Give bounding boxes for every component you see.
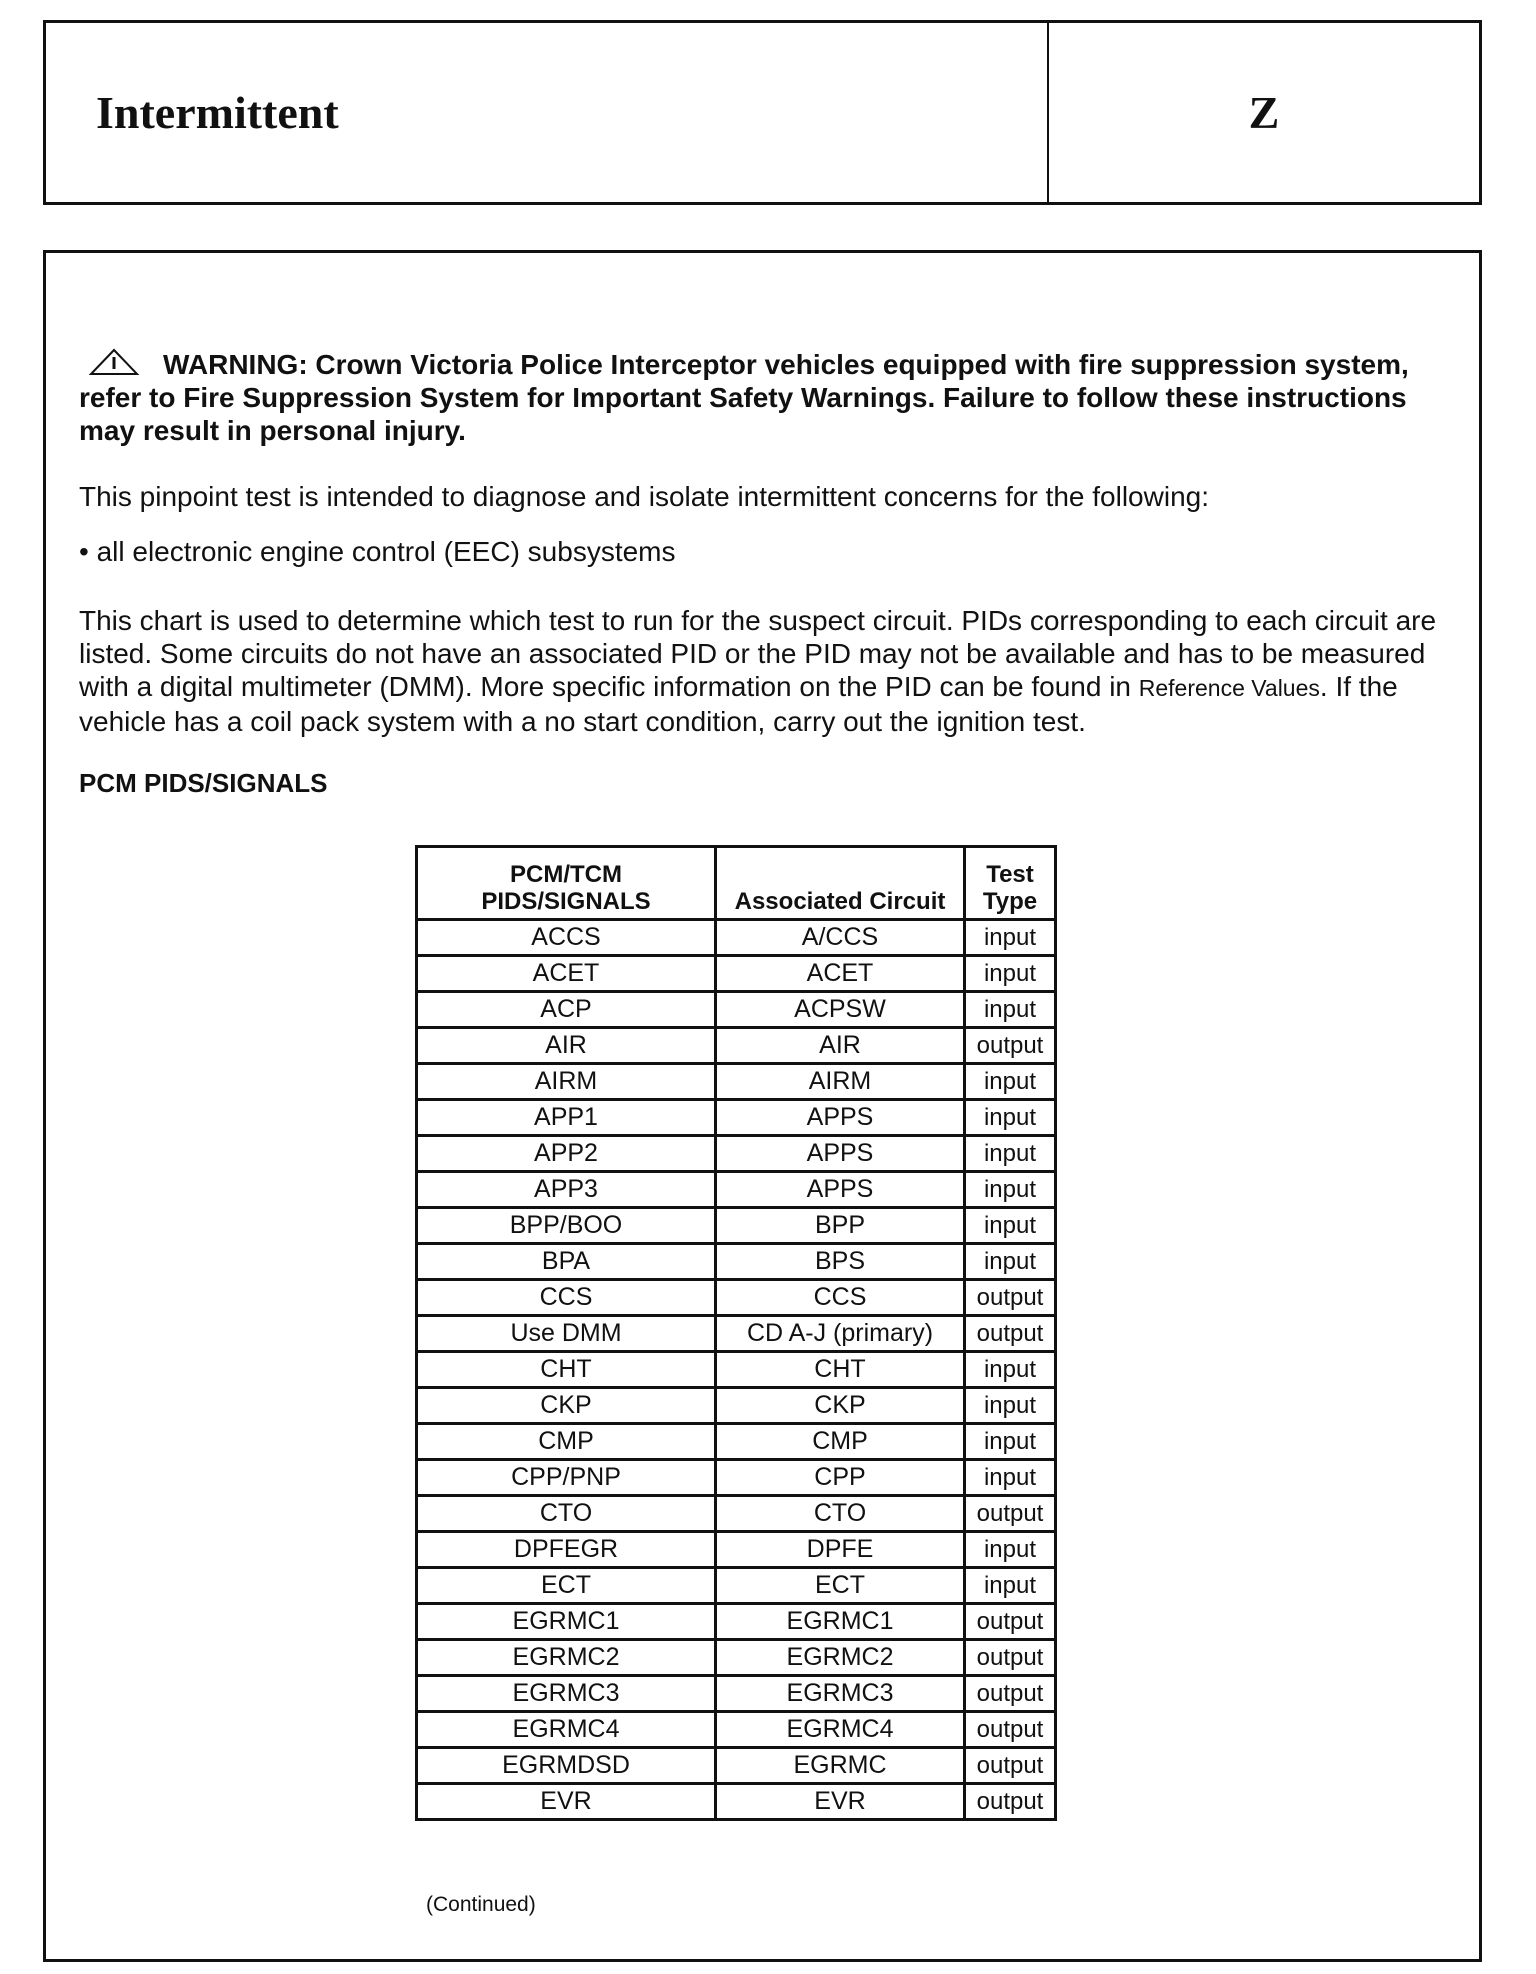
table-row <box>417 1712 1056 1748</box>
chart-description-text-end: . If the vehicle has a coil pack system with a no start condition, carry out the ignition test. <box>79 671 1398 737</box>
test-type-cell: input <box>965 1388 1056 1424</box>
circuit-cell: DPFE <box>716 1532 965 1568</box>
circuit-cell: EGRMC1 <box>716 1604 965 1640</box>
test-type-cell: input <box>965 992 1056 1028</box>
circuit-cell: EGRMC3 <box>716 1676 965 1712</box>
pid-cell: CPP/PNP <box>417 1460 716 1496</box>
pid-cell: DPFEGR <box>417 1532 716 1568</box>
table-row <box>417 1784 1056 1820</box>
warning-text: WARNING: Crown Victoria Police Interceptor vehicles equipped with fire suppression system, refer to Fire Suppression System for Important Safety Warnings. Failure to follow these instructions may result in personal injury. <box>79 349 1409 446</box>
pid-cell: CTO <box>417 1496 716 1532</box>
test-type-cell: input <box>965 1460 1056 1496</box>
table-row <box>417 1532 1056 1568</box>
test-type-cell: input <box>965 1100 1056 1136</box>
pid-cell: BPA <box>417 1244 716 1280</box>
page-title: Intermittent <box>46 23 1049 202</box>
pid-cell: ACCS <box>417 920 716 956</box>
table-body <box>417 920 1056 1820</box>
circuit-cell: EGRMC <box>716 1748 965 1784</box>
pid-cell: CMP <box>417 1424 716 1460</box>
table-row <box>417 1388 1056 1424</box>
test-type-cell: output <box>965 1028 1056 1064</box>
test-type-cell: input <box>965 1064 1056 1100</box>
test-type-cell: input <box>965 1244 1056 1280</box>
column-header-circuit: Associated Circuit <box>716 847 965 920</box>
column-header-pids: PCM/TCM PIDS/SIGNALS <box>417 847 716 920</box>
circuit-cell: APPS <box>716 1100 965 1136</box>
circuit-cell: BPS <box>716 1244 965 1280</box>
circuit-cell: APPS <box>716 1172 965 1208</box>
test-type-cell: output <box>965 1280 1056 1316</box>
test-type-cell: input <box>965 1424 1056 1460</box>
pid-cell: CHT <box>417 1352 716 1388</box>
pid-cell: AIRM <box>417 1064 716 1100</box>
table-header-row <box>417 847 1056 920</box>
test-type-cell: input <box>965 1172 1056 1208</box>
pid-cell: ECT <box>417 1568 716 1604</box>
table-row <box>417 1100 1056 1136</box>
test-type-cell: output <box>965 1712 1056 1748</box>
table-row <box>417 1316 1056 1352</box>
circuit-cell: EVR <box>716 1784 965 1820</box>
test-type-cell: input <box>965 1568 1056 1604</box>
circuit-cell: CPP <box>716 1460 965 1496</box>
pid-cell: AIR <box>417 1028 716 1064</box>
circuit-cell: ECT <box>716 1568 965 1604</box>
test-type-cell: input <box>965 1208 1056 1244</box>
circuit-cell: CCS <box>716 1280 965 1316</box>
content-body <box>79 348 1469 799</box>
pid-cell: EVR <box>417 1784 716 1820</box>
continued-note: (Continued) <box>426 1893 536 1916</box>
table-row <box>417 1748 1056 1784</box>
section-title: PCM PIDS/SIGNALS <box>79 768 328 798</box>
test-type-cell: output <box>965 1748 1056 1784</box>
pid-cell: EGRMC2 <box>417 1640 716 1676</box>
test-type-cell: input <box>965 920 1056 956</box>
circuit-cell: A/CCS <box>716 920 965 956</box>
table-row <box>417 1280 1056 1316</box>
table-row <box>417 1352 1056 1388</box>
pid-cell: BPP/BOO <box>417 1208 716 1244</box>
table-row <box>417 1172 1056 1208</box>
pid-cell: APP1 <box>417 1100 716 1136</box>
circuit-cell: BPP <box>716 1208 965 1244</box>
circuit-cell: AIR <box>716 1028 965 1064</box>
pinpoint-test-code: Z <box>1248 87 1280 138</box>
warning-triangle-icon <box>87 348 141 376</box>
pid-cell: EGRMDSD <box>417 1748 716 1784</box>
pid-cell: EGRMC4 <box>417 1712 716 1748</box>
pid-cell: APP2 <box>417 1136 716 1172</box>
test-type-cell: output <box>965 1316 1056 1352</box>
circuit-cell: EGRMC4 <box>716 1712 965 1748</box>
table-row <box>417 1460 1056 1496</box>
circuit-cell: ACET <box>716 956 965 992</box>
content-frame <box>43 250 1482 1962</box>
chart-description-text: This chart is used to determine which test to run for the suspect circuit. PIDs corresponding to each circuit are listed. Some circuits do not have an associated PID or the PID may not be available and has to be measured with a digital multimeter (DMM). More specific information on the PID can be found in <box>79 605 1437 702</box>
test-type-cell: output <box>965 1640 1056 1676</box>
circuit-cell: CKP <box>716 1388 965 1424</box>
test-type-cell: output <box>965 1676 1056 1712</box>
pid-cell: ACP <box>417 992 716 1028</box>
table-row <box>417 1496 1056 1532</box>
test-type-cell: output <box>965 1496 1056 1532</box>
test-type-cell: input <box>965 1136 1056 1172</box>
table-row <box>417 1676 1056 1712</box>
table-row <box>417 1244 1056 1280</box>
table-row <box>417 992 1056 1028</box>
test-type-cell: output <box>965 1784 1056 1820</box>
circuit-cell: CTO <box>716 1496 965 1532</box>
circuit-cell: CD A-J (primary) <box>716 1316 965 1352</box>
pid-cell: EGRMC1 <box>417 1604 716 1640</box>
pid-cell: Use DMM <box>417 1316 716 1352</box>
pid-cell: CKP <box>417 1388 716 1424</box>
test-type-cell: input <box>965 956 1056 992</box>
bullet-item: • all electronic engine control (EEC) subsystems <box>79 536 676 567</box>
table-row <box>417 956 1056 992</box>
table-row <box>417 1568 1056 1604</box>
circuit-cell: ACPSW <box>716 992 965 1028</box>
table-row <box>417 1640 1056 1676</box>
test-type-cell: output <box>965 1604 1056 1640</box>
pid-signal-table <box>415 845 1057 1821</box>
table-row <box>417 1208 1056 1244</box>
table-row <box>417 1604 1056 1640</box>
pid-cell: ACET <box>417 956 716 992</box>
test-type-cell: input <box>965 1532 1056 1568</box>
pid-cell: CCS <box>417 1280 716 1316</box>
table-row <box>417 1424 1056 1460</box>
pid-cell: APP3 <box>417 1172 716 1208</box>
page-header <box>43 20 1482 205</box>
circuit-cell: EGRMC2 <box>716 1640 965 1676</box>
table-row <box>417 920 1056 956</box>
table-row <box>417 1028 1056 1064</box>
test-type-cell: input <box>965 1352 1056 1388</box>
warning-block <box>79 348 1469 447</box>
circuit-cell: AIRM <box>716 1064 965 1100</box>
circuit-cell: APPS <box>716 1136 965 1172</box>
table-row <box>417 1136 1056 1172</box>
intro-paragraph: This pinpoint test is intended to diagnose and isolate intermittent concerns for the following: <box>79 481 1209 512</box>
circuit-cell: CHT <box>716 1352 965 1388</box>
pid-cell: EGRMC3 <box>417 1676 716 1712</box>
chart-description <box>79 604 1469 738</box>
column-header-test-type: Test Type <box>965 847 1056 920</box>
reference-values-link[interactable]: Reference Values <box>1138 675 1320 701</box>
circuit-cell: CMP <box>716 1424 965 1460</box>
table-row <box>417 1064 1056 1100</box>
